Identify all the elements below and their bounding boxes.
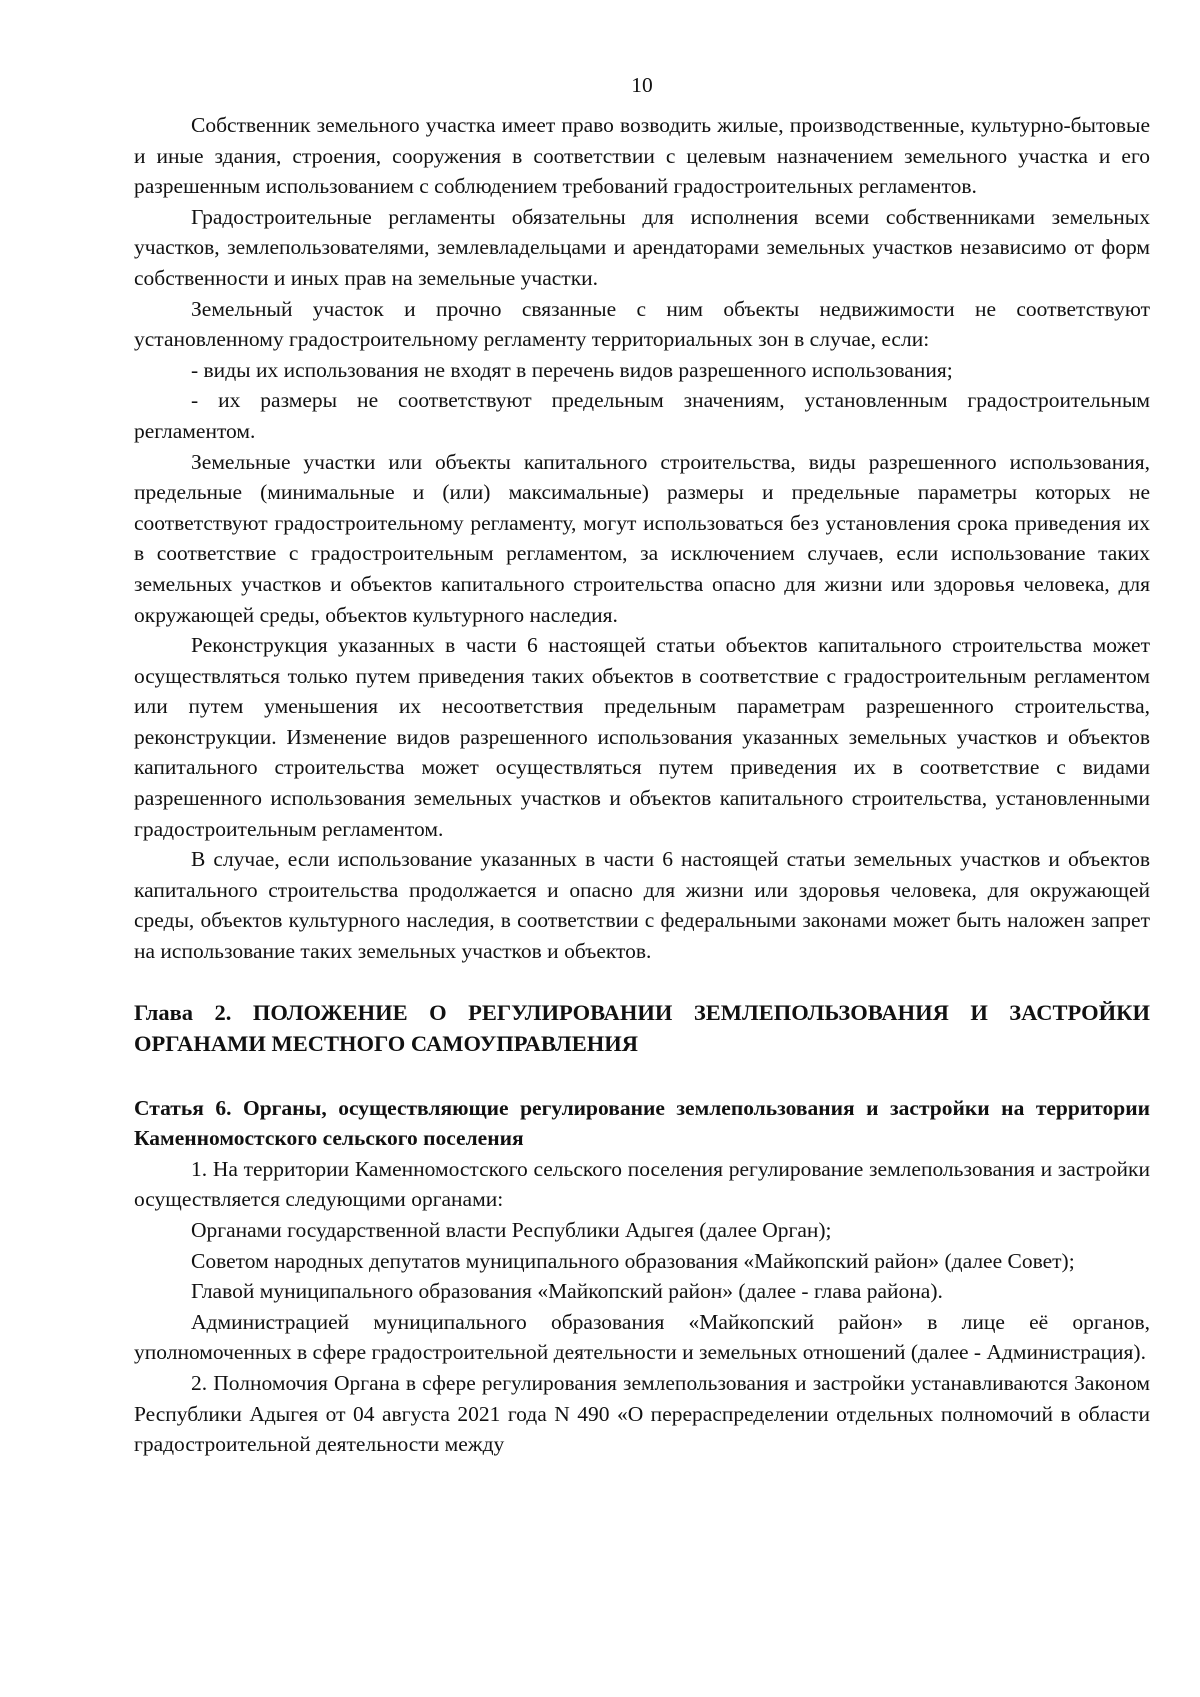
paragraph-article-point-1: 1. На территории Каменномостского сельского поселения регулирование землепользования и застройки осуществляется следующими органами:: [134, 1156, 1150, 1212]
paragraph-noncompliance-condition: Земельный участок и прочно связанные с ним объекты недвижимости не соответствуют установленному градостроительному регламенту территориальных зон в случае, если:: [134, 296, 1150, 352]
paragraph-list-item-usage: - виды их использования не входят в перечень видов разрешенного использования;: [191, 357, 953, 382]
paragraph-organ-council: Советом народных депутатов муниципального образования «Майкопский район» (далее Совет);: [191, 1248, 1075, 1273]
paragraph-regulations-mandatory: Градостроительные регламенты обязательны для исполнения всеми собственниками земельных участков, землепользователями, землевладельцами и арендаторами земельных участков независимо от форм собственности и иных прав на земельные участки.: [134, 204, 1150, 290]
paragraph-owner-rights: Собственник земельного участка имеет право возводить жилые, производственные, культурно-бытовые и иные здания, строения, сооружения в соответствии с целевым назначением земельного участка и его разрешенным использованием с соблюдением требований градостроительных регламентов.: [134, 113, 1150, 199]
paragraph-organ-state: Органами государственной власти Республики Адыгея (далее Орган);: [191, 1218, 832, 1242]
page-number: 10: [631, 73, 653, 97]
paragraph-organ-head: Главой муниципального образования «Майкопский район» (далее - глава района).: [191, 1279, 943, 1304]
document-page: [134, 70, 1150, 1460]
paragraph-article-point-2: 2. Полномочия Органа в сфере регулирования землепользования и застройки устанавливаются Законом Республики Адыгея от 04 августа 2021 года N 490 «О перераспределении отдельных полномочий в области градостроительной деятельности между: [134, 1370, 1150, 1457]
chapter-heading: Глава 2. ПОЛОЖЕНИЕ О РЕГУЛИРОВАНИИ ЗЕМЛЕПОЛЬЗОВАНИЯ И ЗАСТРОЙКИ ОРГАНАМИ МЕСТНОГО САМОУПРАВЛЕНИЯ: [134, 999, 1150, 1056]
paragraph-nonconforming-use: Земельные участки или объекты капитального строительства, виды разрешенного использования, предельные (минимальные и (или) максимальные) размеры и предельные параметры которых не соответствуют градостроительному регламенту, могут использоваться без установления срока приведения их в соответствие с градостроительным регламентом, за исключением случаев, если использование таких земельных участков и объектов капитального строительства опасно для жизни или здоровья человека, для окружающей среды, объектов культурного наследия.: [134, 449, 1150, 627]
paragraph-organ-administration: Администрацией муниципального образования «Майкопский район» в лице её органов, уполномоченных в сфере градостроительной деятельности и земельных отношений (далее - Администрация).: [134, 1309, 1150, 1365]
paragraph-reconstruction: Реконструкция указанных в части 6 настоящей статьи объектов капитального строительства может осуществляться только путем приведения таких объектов в соответствие с градостроительным регламентом или путем уменьшения их несоответствия предельным параметрам разрешенного строительства, реконструкции. Изменение видов разрешенного использования указанных земельных участков и объектов капитального строительства может осуществляться путем приведения их в соответствие с видами разрешенного использования земельных участков и объектов капитального строительства, установленными градостроительным регламентом.: [134, 633, 1150, 841]
paragraph-list-item-sizes: - их размеры не соответствуют предельным значениям, установленным градостроительным регламентом.: [134, 388, 1150, 443]
paragraph-prohibition: В случае, если использование указанных в части 6 настоящей статьи земельных участков и объектов капитального строительства продолжается и опасно для жизни или здоровья человека, для окружающей среды, объектов культурного наследия, в соответствии с федеральными законами может быть наложен запрет на использование таких земельных участков и объектов.: [134, 847, 1150, 964]
article-heading: Статья 6. Органы, осуществляющие регулирование землепользования и застройки на территории Каменномостского сельского поселения: [134, 1095, 1150, 1151]
